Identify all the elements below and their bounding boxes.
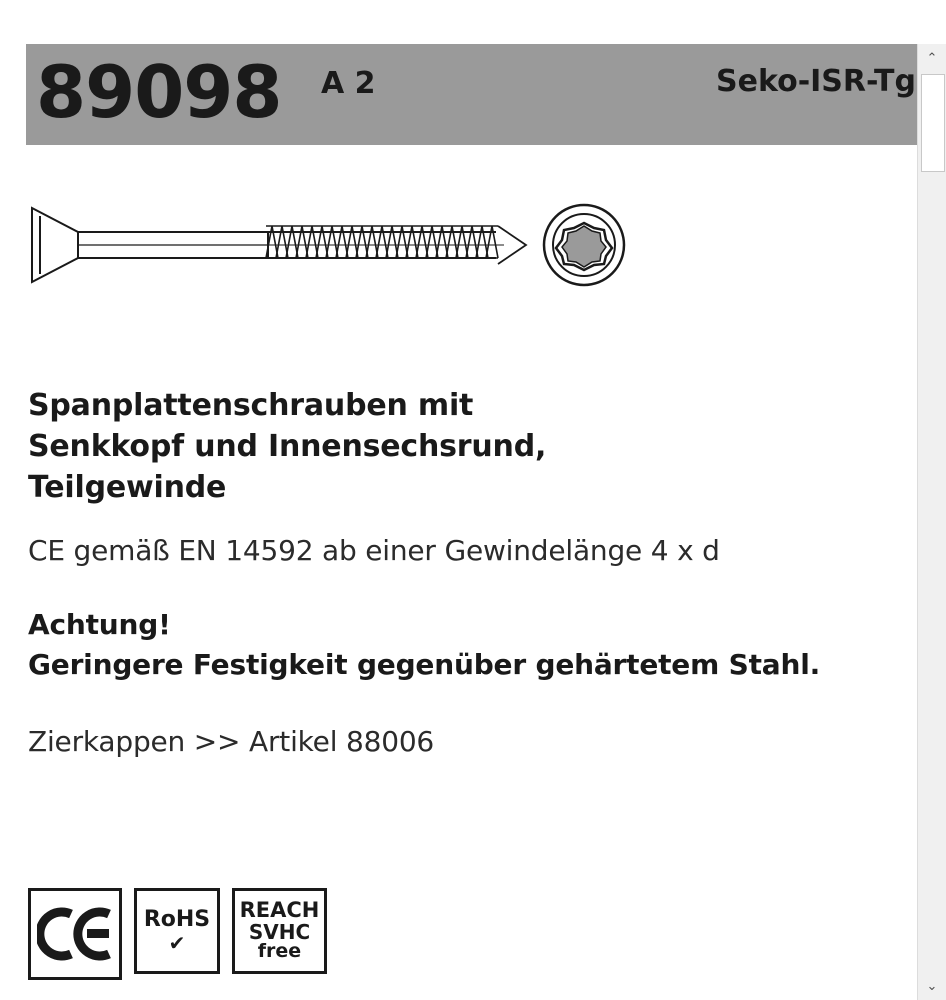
screw-illustration — [26, 190, 626, 300]
scroll-up-arrow-icon[interactable]: ⌃ — [926, 50, 938, 66]
article-number: 89098 — [36, 50, 282, 134]
vertical-scrollbar[interactable] — [917, 44, 946, 1000]
ce-logo-icon — [37, 906, 113, 962]
scroll-down-arrow-icon[interactable]: ⌄ — [926, 978, 938, 994]
rohs-mark — [134, 888, 220, 974]
related-article-reference: Zierkappen >> Artikel 88006 — [28, 724, 435, 758]
reach-svhc-free-mark — [232, 888, 327, 974]
warning-text: Geringere Festigkeit gegenüber gehärtetem Stahl. — [28, 648, 821, 682]
torx-socket-icon — [544, 205, 624, 285]
warning-heading: Achtung! — [28, 608, 171, 642]
scrollbar-thumb[interactable] — [921, 74, 945, 172]
warning-block — [28, 605, 908, 685]
compliance-marks — [28, 888, 327, 980]
check-icon: ✔ — [168, 930, 186, 955]
rohs-label: RoHS — [143, 907, 211, 933]
countersunk-screw-with-torx-drive-icon — [26, 190, 626, 300]
product-title-line-1: Spanplattenschrauben mit — [28, 388, 474, 423]
free-label: free — [257, 940, 302, 963]
product-description — [28, 385, 908, 758]
product-title-line-3: Teilgewinde — [28, 470, 227, 506]
svhc-label: SVHC — [248, 919, 311, 944]
product-title-line-2: Senkkopf und Innensechsrund, — [28, 429, 547, 465]
reach-label: REACH — [239, 898, 320, 923]
material-grade: A 2 — [321, 66, 376, 101]
product-header-bar — [26, 44, 918, 145]
norm-note: CE gemäß EN 14592 ab einer Gewindelänge 4 x d — [28, 534, 720, 568]
ce-mark-icon — [28, 888, 122, 980]
product-type-code: Seko-ISR-Tg — [715, 64, 916, 99]
